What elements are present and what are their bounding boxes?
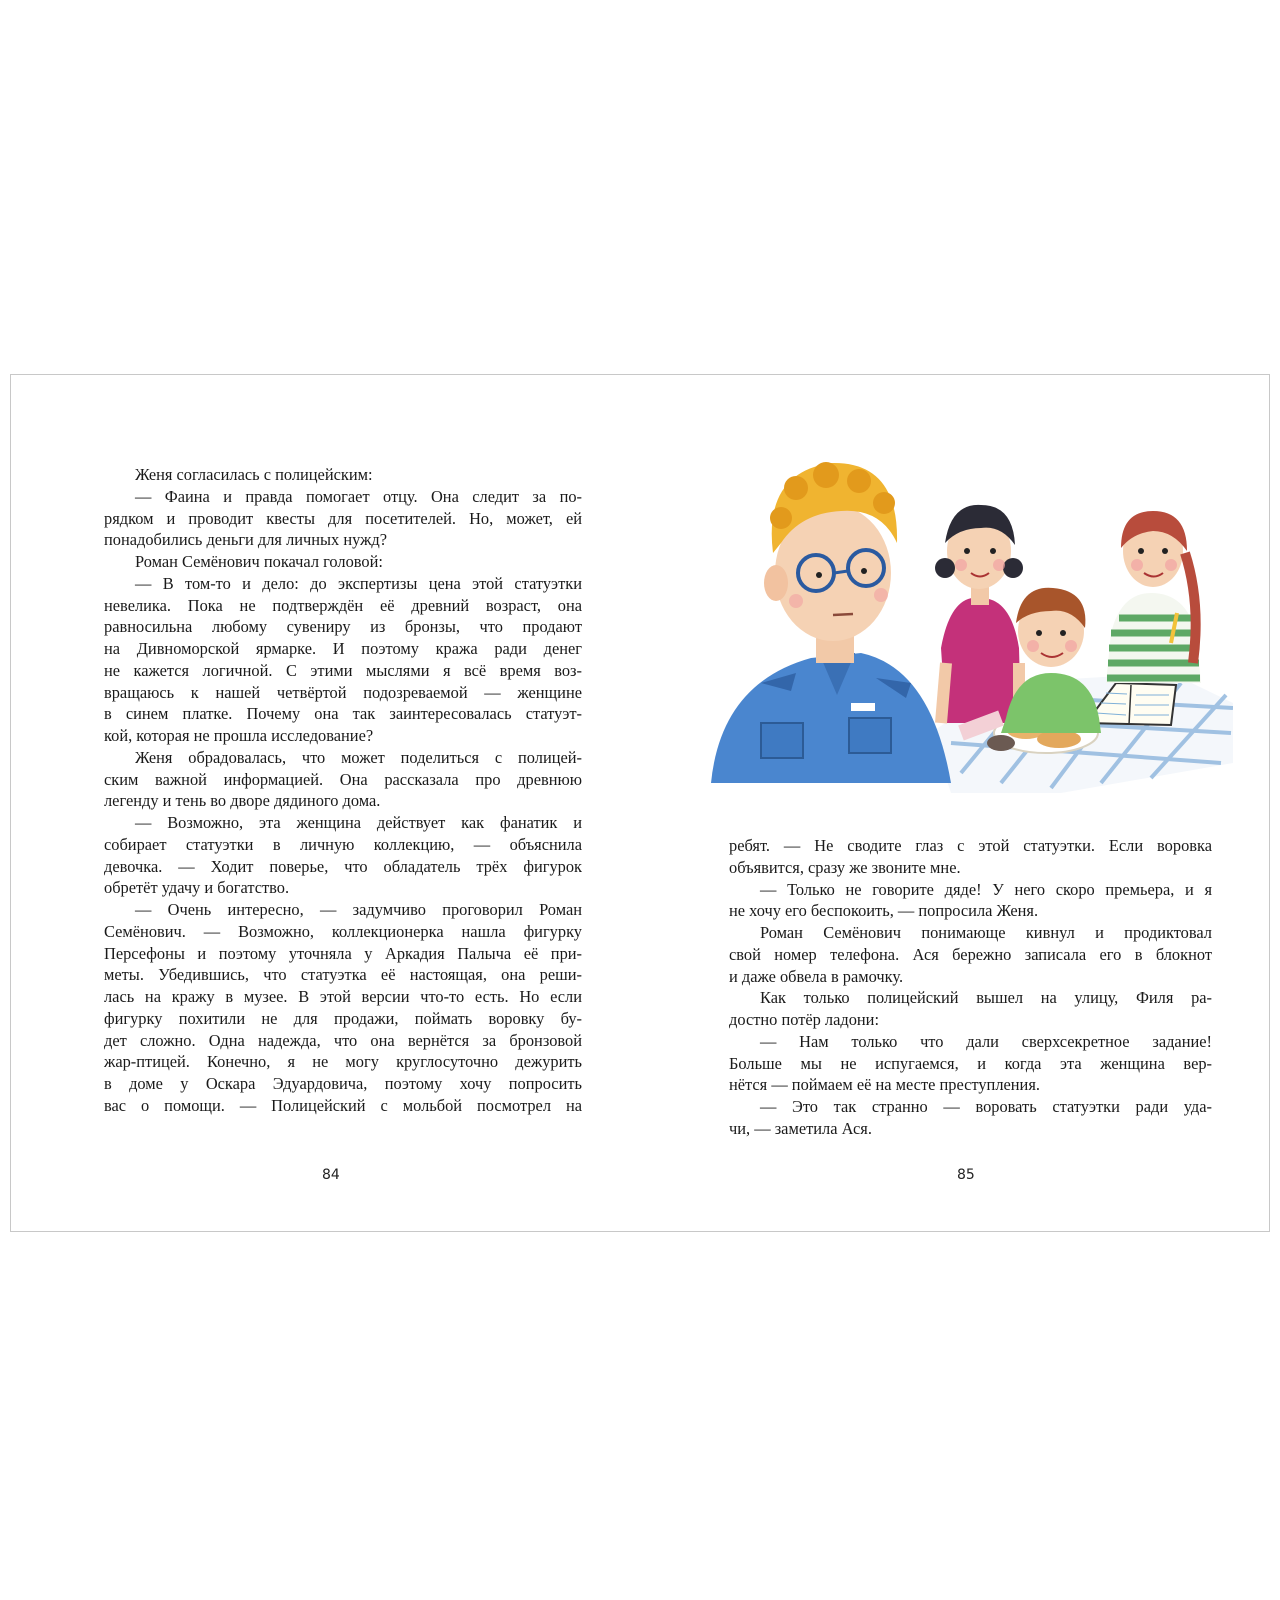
- text-line: кой, которая не прошла исследование?: [104, 726, 374, 745]
- book-spread: [10, 374, 1270, 1232]
- text-line: Как только полицейский вышел на улицу, Филя ра-: [760, 988, 1212, 1008]
- text-line: в синем платке. Почему она так заинтересовалась статуэт-: [104, 704, 582, 724]
- text-line: фигурку похитили не для продажи, поймать воровку бу-: [104, 1008, 582, 1028]
- text-line: легенду и тень во дворе дядиного дома.: [104, 791, 381, 811]
- text-line: лась на кражу в музее. В этой версии что-то есть. Но если: [104, 987, 582, 1006]
- girl-red-hair-figure: [1106, 511, 1201, 683]
- text-line: равносильна любому сувениру из бронзы, что продают: [104, 617, 582, 637]
- text-line: — Нам только что дали сверхсекретное задание!: [760, 1031, 1212, 1051]
- page-number-right: 85: [957, 1167, 975, 1183]
- text-line: — В том-то и дело: до экспертизы цена этой статуэтки: [135, 573, 582, 593]
- text-line: понадобились деньги для личных нужд?: [104, 530, 388, 550]
- text-line: не кажется логичной. С этими мыслями я всё время воз-: [104, 660, 582, 680]
- text-line: собирает статуэтки в личную коллекцию, — объяснила: [104, 834, 582, 854]
- left-page-text: [104, 464, 582, 1117]
- text-line: Женя обрадовалась, что может поделиться с полицей-: [135, 747, 582, 767]
- right-page-text: [729, 835, 1212, 1140]
- text-line: на Дивноморской ярмарке. И поэтому кража ради денег: [104, 639, 582, 658]
- text-line: меты. Убедившись, что статуэтка её настоящая, она реши-: [104, 965, 582, 985]
- text-line: вас о помощи. — Полицейский с мольбой посмотрел на: [104, 1095, 582, 1115]
- text-line: Семёнович. — Возможно, коллекционерка нашла фигурку: [104, 921, 582, 941]
- text-line: — Очень интересно, — задумчиво проговорил Роман: [135, 900, 582, 919]
- text-line: Больше мы не испугаемся, и когда эта женщина вер-: [729, 1053, 1212, 1073]
- text-line: свой номер телефона. Ася бережно записала его в блокнот: [729, 944, 1212, 964]
- text-line: — Возможно, эта женщина действует как фанатик и: [135, 813, 582, 832]
- text-line: ребят. — Не сводите глаз с этой статуэтки. Если воровка: [729, 836, 1212, 855]
- policeman-figure: [711, 462, 951, 783]
- text-line: невелика. Пока не подтверждён её древний возраст, она: [104, 595, 582, 615]
- text-line: — Фаина и правда помогает отцу. Она следит за по-: [135, 486, 582, 506]
- text-line: — Это так странно — воровать статуэтки ради уда-: [760, 1097, 1212, 1116]
- text-line: девочка. — Ходит поверье, что обладатель трёх фигурок: [104, 856, 582, 876]
- text-line: Персефоны и поэтому уточняла у Аркадия Палыча её при-: [104, 943, 582, 963]
- right-page: [641, 375, 1271, 1231]
- text-line: жар-птицей. Конечно, я не могу круглосуточно дежурить: [104, 1052, 582, 1072]
- text-line: нётся — поймаем её на месте преступления.: [729, 1075, 1040, 1095]
- text-line: ским важной информацией. Она рассказала про древнюю: [104, 769, 582, 789]
- text-line: в доме у Оскара Эдуардовича, поэтому хочу попросить: [104, 1074, 582, 1093]
- text-line: достно потёр ладони:: [729, 1010, 880, 1029]
- text-line: не хочу его беспокоить, — попросила Женя.: [729, 901, 1039, 921]
- text-line: рядком и проводит квесты для посетителей. Но, может, ей: [104, 508, 582, 528]
- text-line: Женя согласилась с полицейским:: [135, 465, 373, 484]
- illustration-policeman-and-children: [701, 433, 1233, 793]
- text-line: дет сложно. Одна надежда, что она вернётся за бронзовой: [104, 1030, 582, 1050]
- left-page: [11, 375, 641, 1231]
- text-line: обретёт удачу и богатство.: [104, 878, 290, 898]
- text-line: и даже обвела в рамочку.: [729, 966, 904, 986]
- text-line: Роман Семёнович покачал головой:: [135, 552, 383, 571]
- text-line: — Только не говорите дяде! У него скоро премьера, и я: [760, 879, 1212, 899]
- text-line: вращаюсь к нашей четвёртой подозреваемой — женщине: [104, 682, 582, 702]
- text-line: объявится, сразу же звоните мне.: [729, 857, 961, 877]
- text-line: чи, — заметила Ася.: [729, 1118, 872, 1138]
- page-number-left: 84: [322, 1167, 340, 1183]
- girl-dark-hair-figure: [935, 505, 1023, 728]
- text-line: Роман Семёнович понимающе кивнул и продиктовал: [760, 923, 1212, 942]
